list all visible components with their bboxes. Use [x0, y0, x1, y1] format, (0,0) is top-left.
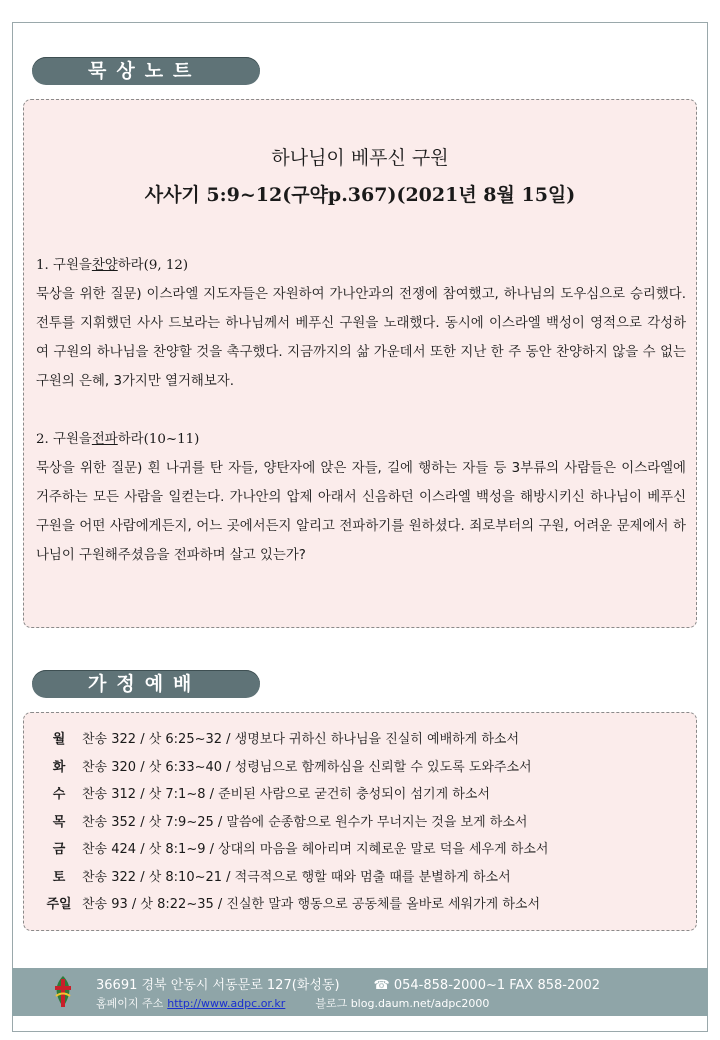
point-keyword: 전파 — [91, 432, 118, 447]
church-footer — [12, 968, 708, 1016]
worship-day: 토 — [52, 869, 66, 885]
point-heading-post: 하라(9, 12) — [117, 258, 189, 273]
homepage-link[interactable]: http://www.adpc.or.kr — [167, 997, 286, 1010]
worship-detail: 찬송 322 / 삿 8:10~21 / 적극적으로 행할 때와 멈출 때를 분별하게 하소서 — [82, 869, 511, 885]
meditation-section-label: 묵상노트 — [32, 57, 260, 85]
homepage-label: 홈페이지 주소 — [96, 997, 164, 1010]
worship-schedule — [36, 726, 676, 919]
point-heading — [36, 425, 686, 454]
worship-day: 목 — [52, 814, 66, 830]
church-logo-icon — [50, 974, 76, 1010]
point-keyword: 찬양 — [91, 258, 118, 273]
point-heading-pre: 구원을 — [53, 258, 92, 273]
point-heading — [36, 251, 686, 280]
worship-detail: 찬송 352 / 삿 7:9~25 / 말씀에 순종함으로 원수가 무너지는 것을 보게 하소서 — [82, 814, 528, 830]
point-number: 2. — [36, 432, 49, 447]
worship-day: 주일 — [46, 897, 72, 912]
point-question: 묵상을 위한 질문) 흰 나귀를 탄 자들, 양탄자에 앉은 자들, 길에 행하는 자들 등 3부류의 사람들은 이스라엘에 거주하는 모든 사람을 일컫는다. 가나안의 압제 아래서 신음하던 이스라엘 백성을 해방시키신 하나님이 베푸신 구원을 어떤 사람에게든지, 어느 곳에서든지 알리고 전파하기를 원하셨다. 죄로부터의 구원, 어려운 문제에서 하나님이 구원해주셨음을 전파하며 살고 있는가? — [36, 461, 686, 563]
worship-row — [36, 726, 676, 754]
worship-section-label: 가정예배 — [32, 670, 260, 698]
church-phone: ☎ 054-858-2000~1 FAX 858-2002 — [373, 978, 601, 993]
worship-day: 수 — [52, 787, 66, 802]
worship-detail: 찬송 312 / 삿 7:1~8 / 준비된 사람으로 굳건히 충성되이 섬기게 하소서 — [82, 787, 490, 802]
point-heading-pre: 구원을 — [53, 432, 92, 447]
point-question: 묵상을 위한 질문) 이스라엘 지도자들은 자원하여 가나안과의 전쟁에 참여했고, 하나님의 도우심으로 승리했다. 전투를 지휘했던 사사 드보라는 하나님께서 베푸신 구원을 노래했다. 동시에 이스라엘 백성이 영적으로 각성하여 구원의 하나님을 찬양할 것을 촉구했다. 지금까지의 삶 가운데서 또한 지난 한 주 동안 찬양하지 않을 수 없는 구원의 은혜, 3가지만 열거해보자. — [36, 287, 686, 389]
scripture-reference: 사사기 5:9~12(구약p.367)(2021년 8월 15일) — [144, 184, 576, 206]
meditation-title: 하나님이 베푸신 구원 — [271, 147, 449, 169]
worship-day: 금 — [52, 842, 66, 857]
meditation-point-1 — [36, 251, 686, 396]
worship-row — [36, 891, 676, 919]
worship-day: 월 — [52, 732, 66, 747]
worship-detail: 찬송 424 / 삿 8:1~9 / 상대의 마음을 헤아리며 지혜로운 말로 덕을 세우게 하소서 — [82, 842, 549, 857]
worship-detail: 찬송 93 / 삿 8:22~35 / 진실한 말과 행동으로 공동체를 올바로 세워가게 하소서 — [82, 897, 541, 912]
worship-row — [36, 836, 676, 864]
meditation-point-2 — [36, 425, 686, 570]
church-address: 36691 경북 안동시 서동문로 127(화성동) — [96, 978, 340, 993]
worship-detail: 찬송 322 / 삿 6:25~32 / 생명보다 귀하신 하나님을 진실히 예배하게 하소서 — [82, 732, 520, 747]
worship-day: 화 — [52, 759, 66, 775]
footer-web-line — [96, 995, 696, 1011]
footer-contact-line — [96, 974, 696, 993]
blog-address: 블로그 blog.daum.net/adpc2000 — [315, 997, 490, 1010]
point-number: 1. — [36, 258, 49, 273]
worship-row — [36, 781, 676, 809]
worship-detail: 찬송 320 / 삿 6:33~40 / 성령님으로 함께하심을 신뢰할 수 있도록 도와주소서 — [82, 759, 532, 775]
worship-row — [36, 864, 676, 892]
worship-row — [36, 754, 676, 782]
worship-row — [36, 809, 676, 837]
point-heading-post: 하라(10~11) — [117, 432, 200, 447]
